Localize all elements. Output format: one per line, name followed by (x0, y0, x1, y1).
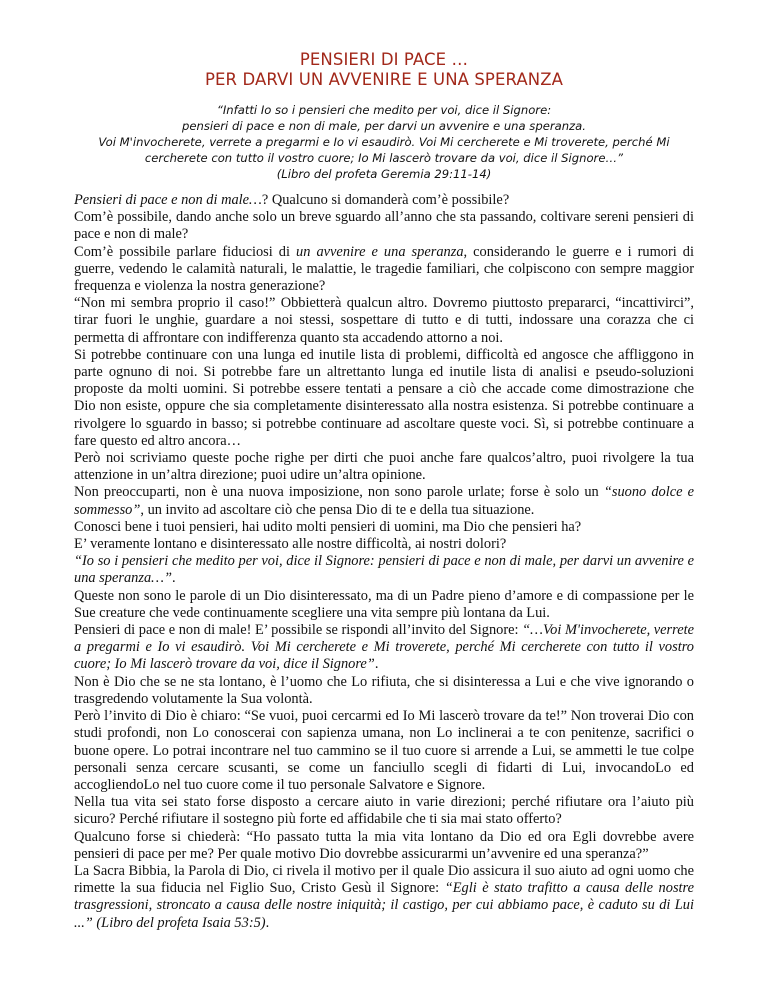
text-run: . (374, 656, 379, 673)
body-paragraph (74, 244, 694, 296)
body-paragraph (74, 519, 694, 536)
title-line-2: PER DARVI UN AVVENIRE E UNA SPERANZA (204, 70, 564, 89)
document-page (74, 50, 694, 932)
body-paragraph (74, 192, 694, 209)
epigraph-reference: (Libro del profeta Geremia 29:11-14) (276, 167, 492, 181)
text-run: Però l’invito di Dio è chiaro: “Se vuoi, puoi cercarmi ed Io Mi lascerò trovare da te!” Non troverai Dio con studi profondi, non Lo conoscerai con sapienza umana, non Lo inclinerai a te con penitenze, sacrifici o buone opere. Lo potrai incontrare nel tuo cammino se il tuo cuore si arrende a Lui, se ammetti le tue colpe personali senza cercare scusanti, se come un fanciullo scegli di fidarti di Lui, invocandoLo ed accogliendoLo nel tuo cuore come il tuo personale Salvatore e Signore. (74, 708, 694, 793)
body-paragraph (74, 708, 694, 794)
text-run: La Sacra Bibbia, la Parola di Dio, ci rivela il motivo per il quale Dio assicura il suo aiuto ad ogni uomo che rimette la sua fiducia nel Figlio Suo, Cristo Gesù il Signore: (74, 862, 694, 897)
text-run: E’ veramente lontano e disinteressato alle nostre difficoltà, ai nostri dolori? (74, 536, 507, 553)
text-run: , considerando le guerre e i rumori di guerre, vedendo le calamità naturali, le malattie, le tragedie familiari, che colpiscono con sempre maggior frequenza e violenza la nostra generazione? (74, 243, 695, 295)
text-run: Nella tua vita sei stato forse disposto a cercare aiuto in varie direzioni; perché rifiutare ora l’aiuto più sicuro? Perché rifiutare il sostegno più forte ed affidabile che ti sia mai stato offerto? (74, 794, 694, 828)
italic-text-run: Pensieri di pace e non di male… (74, 192, 262, 208)
epigraph-line: cercherete con tutto il vostro cuore; Io Mi lascerò trovare da voi, dice il Signore…” (144, 151, 624, 165)
page-title (74, 50, 694, 90)
text-run: . (265, 914, 270, 931)
text-run: Però noi scriviamo queste poche righe per dirti che puoi anche fare qualcos’altro, puoi rivolgere la tua attenzione in un’altra direzione; puoi udire un’altra opinione. (74, 450, 694, 484)
body-paragraph (74, 484, 694, 518)
body-paragraph (74, 622, 694, 674)
text-run: ? Qualcuno si domanderà com’è possibile? (261, 192, 510, 208)
epigraph-line: “Infatti Io so i pensieri che medito per voi, dice il Signore: (216, 103, 552, 117)
text-run: . (171, 570, 176, 587)
text-run: Non preoccuparti, non è una nuova imposizione, non sono parole urlate; forse è solo un (74, 484, 604, 501)
body-paragraph (74, 536, 694, 553)
body-paragraph (74, 450, 694, 484)
text-run: Qualcuno forse si chiederà: “Ho passato tutta la mia vita lontano da Dio ed ora Egli dovrebbe avere pensieri di pace per me? Per quale motivo Dio dovrebbe assicurarmi un’avvenire ed una speranza?” (74, 828, 694, 862)
text-run: Queste non sono le parole di un Dio disinteressato, ma di un Padre pieno d’amore e di compassione per le Sue creature che vede continuamente scegliere una vita sempre più lontana da Lui. (74, 587, 694, 621)
body-paragraph (74, 295, 694, 347)
italic-text-run: un avvenire e una speranza (296, 243, 464, 260)
body-paragraph (74, 863, 694, 932)
title-line-1: PENSIERI DI PACE … (299, 50, 469, 69)
epigraph-line: Voi M'invocherete, verrete a pregarmi e Io vi esaudirò. Voi Mi cercherete e Mi troverete, perché Mi (98, 135, 670, 149)
text-run: Conosci bene i tuoi pensieri, hai udito molti pensieri di uomini, ma Dio che pensieri ha? (74, 518, 582, 535)
italic-text-run: “suono dolce e sommesso” (74, 484, 695, 518)
text-run: Si potrebbe continuare con una lunga ed inutile lista di problemi, difficoltà ed angosce che affliggono in parte ognuno di noi. Si potrebbe fare un altrettanto lunga ed inutile lista di analisi e pseudo-soluzioni proposte da molti uomini. Si potrebbe essere tentati a pensare a ciò che accade come dimostrazione che Dio non esiste, oppure che sia completamente disinteressato alla nostra esistenza. Si potrebbe continuare a rivolgere lo sguardo in basso; si potrebbe continuare ad ascoltare queste voci. Sì, si potrebbe continuare a fare questo ed altro ancora… (74, 346, 694, 449)
text-run: Com’è possibile, dando anche solo un breve sguardo all’anno che sta passando, coltivare sereni pensieri di pace e non di male? (74, 209, 694, 243)
body-paragraph (74, 674, 694, 708)
body-paragraph (74, 588, 694, 622)
epigraph-line: pensieri di pace e non di male, per darvi un avvenire e una speranza. (182, 119, 586, 133)
italic-text-run: “Egli è stato trafitto a causa delle nostre trasgressioni, stroncato a causa delle nostre iniquità; il castigo, per cui abbiamo pace, è caduto su di Lui ...” (Libro del profeta Isaia 53:5) (74, 880, 694, 931)
body-paragraph (74, 347, 694, 450)
text-run: Non è Dio che se ne sta lontano, è l’uomo che Lo rifiuta, che si disinteressa a Lui e che vive ignorando o trasgredendo volutamente la Sua volontà. (74, 673, 694, 707)
body-paragraph (74, 794, 694, 828)
italic-text-run: “…Voi M'invocherete, verrete a pregarmi e Io vi esaudirò. Voi Mi cercherete e Mi troverete, perché Mi cercherete con tutto il vostro cuore; Io Mi lascerò trovare da voi, dice il Signore” (74, 622, 694, 673)
epigraph-quote (74, 102, 694, 182)
body-paragraph (74, 829, 694, 863)
body-paragraph (74, 209, 694, 243)
body-paragraph (74, 553, 694, 587)
text-run: Pensieri di pace e non di male! E’ possibile se rispondi all’invito del Signore: (74, 622, 523, 639)
italic-text-run: “Io so i pensieri che medito per voi, dice il Signore: pensieri di pace e non di male, per darvi un avvenire e una speranza…” (74, 553, 694, 587)
text-run: , un invito ad ascoltare ciò che pensa Dio di te e della tua situazione. (140, 501, 535, 518)
text-run: “Non mi sembra proprio il caso!” Obbietterà qualcun altro. Dovremo piuttosto prepararci, “incattivirci”, tirar fuori le unghie, guardare a noi stessi, sospettare di tutto e di tutti, indossare una corazza che ci permetta di affrontare con indifferenza quanto sta accadendo attorno a noi. (74, 295, 694, 346)
body-text (74, 192, 694, 932)
text-run: Com’è possibile parlare fiduciosi di (74, 243, 297, 260)
